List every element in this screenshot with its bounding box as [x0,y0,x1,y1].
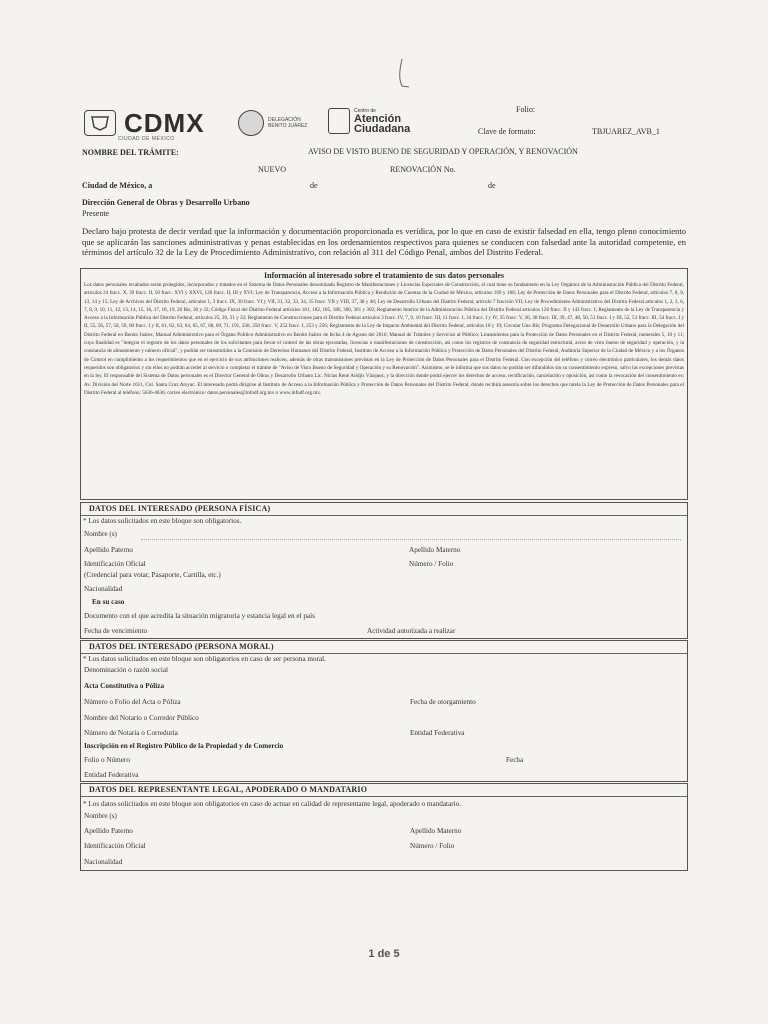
date-de1: de [310,181,318,190]
fisica-nacionalidad-label: Nacionalidad [84,585,123,593]
section-persona-fisica [80,502,688,639]
moral-title: DATOS DEL INTERESADO (PERSONA MORAL) [89,642,274,651]
moral-note: * Los datos solicitados en este bloque son obligatorios en caso de ser persona moral. [83,655,326,663]
moral-notaria-label: Número de Notaría o Correduría [84,729,178,737]
moral-notario-label: Nombre del Notario o Corredor Público [84,714,199,722]
delegacion-line2: BENITO JUÁREZ [268,123,308,129]
presente: Presente [82,209,110,218]
representante-nombre-label: Nombre (s) [84,812,117,820]
folio-label: Folio: [516,105,536,114]
atencion-logo [328,108,410,134]
fisica-identificacion-label: Identificación Oficial [84,560,146,568]
atencion-line2: Ciudadana [354,123,411,135]
representante-folio-label: Número / Folio [410,842,455,850]
section-persona-moral [80,640,688,782]
section-representante [80,783,688,871]
representante-identificacion-label: Identificación Oficial [84,842,146,850]
fisica-nombre-label: Nombre (s) [84,530,117,538]
clave-label: Clave de formato: [478,127,536,136]
ciudad-fecha-label: Ciudad de México, a [82,181,153,190]
representante-nacionalidad-label: Nacionalidad [84,858,123,866]
moral-numero-acta-label: Número o Folio del Acta o Póliza [84,698,181,706]
representante-note: * Los datos solicitados en este bloque son obligatorios en caso de actuar en calidad de representante legal, apoderado o mandatario. [83,800,462,808]
cdmx-shield-icon [84,110,116,136]
delegacion-logo [238,110,307,136]
cdmx-subtitle: CIUDAD DE MÉXICO [118,136,175,142]
nombre-tramite-value: AVISO DE VISTO BUENO DE SEGURIDAD Y OPERACIÓN, Y RENOVACIÓN [308,147,578,156]
cdmx-logo [84,106,205,140]
atencion-icon [328,108,350,134]
moral-folio-label: Folio o Número [84,756,130,764]
fisica-nombre-field[interactable] [141,539,681,540]
destinatario: Dirección General de Obras y Desarrollo Urbano [82,198,250,207]
privacy-notice [80,268,688,500]
fisica-identificacion-note: (Credencial para votar, Pasaporte, Cartilla, etc.) [84,571,221,579]
fisica-vencimiento-label: Fecha de vencimiento [84,627,148,635]
moral-fecha-otorgamiento-label: Fecha de otorgamiento [410,698,476,706]
fisica-folio-label: Número / Folio [409,560,454,568]
nuevo-option[interactable]: NUEVO [258,165,286,174]
representante-paterno-label: Apellido Paterno [84,827,133,835]
clave-value: TBJUAREZ_AVB_1 [592,127,660,136]
declaracion-text: Declaro bajo protesta de decir verdad que la información y documentación proporcionada es verídica, por lo que en caso de existir falsedad en ella, tengo pleno conocimiento que se aplicarán las sanciones administrativas y penas establecidas en los ordenamientos respectivos para quienes se conducen con falsedad ante la autoridad competente, en términos del artículo 32 de la Ley de Procedimiento Administrativo, con relación al 311 del Código Penal, ambos del Distrito Federal. [82,226,686,257]
renovacion-option[interactable]: RENOVACIÓN No. [390,165,456,174]
fisica-documento-label: Documento con el que acredita la situación migratoria y estancia legal en el país [84,612,315,620]
fisica-paterno-label: Apellido Paterno [84,546,133,554]
moral-entidad2-label: Entidad Federativa [84,771,139,779]
representante-materno-label: Apellido Materno [410,827,462,835]
moral-denominacion-label: Denominación o razón social [84,666,169,674]
fisica-note: * Los datos solicitados en este bloque son obligatorios. [83,517,242,525]
pen-mark [396,58,410,88]
moral-entidad1-label: Entidad Federativa [410,729,465,737]
delegacion-line1: DELEGACIÓN [268,117,301,123]
atencion-small: Centro de [354,108,376,114]
delegacion-seal-icon [238,110,264,136]
privacy-title: Información al interesado sobre el tratamiento de sus datos personales [264,271,504,280]
cdmx-wordmark: CDMX [124,108,205,138]
moral-inscripcion-label: Inscripción en el Registro Público de la Propiedad y de Comercio [84,742,284,750]
fisica-en-su-caso: En su caso [92,598,125,606]
nombre-tramite-label: NOMBRE DEL TRÁMITE: [82,148,179,157]
privacy-text: Los datos personales recabados serán protegidos, incorporados y tratados en el Sistema de Datos Personales denominado Registro de Manifestaciones y Licencias Especiales de Construcción, el cual tiene su fundamento en la Ley Orgánica de la Administración Pública del Distrito Federal, artículos 24 fracc. X, 39 fracc. II, 50 fracc. XVI y XXVI, 126 fracc. II, III y XVI; Ley de Transparencia, Acceso a la Información Pública y Rendición de Cuentas de la Ciudad de México, artículos 169 y 186; Ley de Protección de Datos Personales para el Distrito Federal, artículos 7, 8, 9, 13, 14 y 15; Ley de Archivos del Distrito Federal, artículos 1, 3 fracc. IX, 30 fracc. VI y VII, 31, 32, 33, 34, 35 fracc. VII y VIII, 37, 38 y 40; Ley de Desarrollo Urbano del Distrito Federal, artículo 7 fracción VII; Ley de Procedimiento Administrativo del Distrito Federal artículos 1, 2, 3, 6, 7, 8, 9, 10, 11, 12, 13, 14, 15, 16, 17, 18, 19, 20 Bis, 30 y 33; Código Fiscal del Distrito Federal artículos 181, 182, 185, 186, 300, 301 y 302; Reglamento Interior de la Administración Pública del Distrito Federal artículos 126 fracc. II y 143 fracc. I; Reglamento de la Ley de Transparencia y Acceso a la Información Pública del Distrito Federal, artículos 25, 30, 31 y 32; Reglamento de Construcciones para el Distrito Federal artículos 3 fracc. IV, 7, 9, 10 fracc. III, 11 fracc. I, 34 fracc. I y IV, 35 fracc. V, 36, 38 fracc. III, 39, 47, 48, 50, 51 fracc. I y III, 52, 53 fracc. III, 54 fracc. I y II, 55, 56, 57, 58, 59, 60 fracc. I y II, 61, 62, 63, 64, 65, 67, 68, 69, 71, 191, 238, 250 fracc. V, 252 fracc. I, 253 y 256; Reglamento de la Ley de Impacto Ambiental del Distrito Federal, artículos 18 y 19; Circular Uno Bis; Programa Delegacional de Desarrollo Urbano para la Delegación del Distrito Federal en Benito Juárez; Manual Administrativo para el Órgano Político Administrativo en Benito Juárez de fecha 4 de Agosto del 2016; Manual de Trámites y Servicios al Público; Lineamientos para la Protección de Datos Personales en el Distrito Federal, numerales 5, 10 y 11; cuya finalidad es "integrar el registro de los datos personales de los solicitantes para llevar el control de las obras ejecutadas, licencias o manifestaciones de construcción, así como los registros de constancia de seguridad estructural, aviso de visto bueno de seguridad y operación, y la constancia de alineamiento y número oficial", y podrán ser transmitidos a la Comisión de Derechos Humanos del Distrito Federal, Instituto de Acceso a la Información Pública y Protección de Datos Personales del Distrito Federal, Auditoría Superior de la Ciudad de México y a los Órganos de Control en cumplimiento a los requerimientos que en el ejercicio de sus atribuciones realicen, además de otras transmisiones previstas en la Ley de Protección de Datos Personales para el Distrito Federal. Con excepción del teléfono y correo electrónico particulares, los demás datos requeridos son obligatorios y sin ellos no podrán acceder al servicio o completar el trámite de "Aviso de Visto Bueno de Seguridad y Operación y su Renovación". Asimismo, se le informa que sus datos no podrán ser difundidos sin su consentimiento expreso, salvo las excepciones previstas en la ley. El responsable del Sistema de Datos personales es el Director General de Obras y Desarrollo Urbano Lic. Nicias René Aridjis Vázquez, y la dirección donde podrá ejercer los derechos de acceso, rectificación, cancelación y oposición, así como la revocación del consentimiento es: Av. División del Norte 1611, Col. Santa Cruz Atoyac. El interesado podrá dirigirse al Instituto de Acceso a la Información Pública y Protección de Datos Personales del Distrito Federal, donde recibirá asesoría sobre los derechos que tutela la Ley de Protección de Datos Personales para el Distrito Federal al teléfono: 5636-4636; correo electrónico: datos.personales@infodf.org.mx o www.infodf.org.mx. [84,282,684,396]
date-de2: de [488,181,496,190]
fisica-materno-label: Apellido Materno [409,546,461,554]
moral-acta-label: Acta Constitutiva o Póliza [84,682,165,690]
atencion-line1: Atención [354,113,402,125]
fisica-actividad-label: Actividad autorizada a realizar [367,627,456,635]
fisica-title: DATOS DEL INTERESADO (PERSONA FÍSICA) [89,504,271,513]
moral-fecha-label: Fecha [506,756,524,764]
page-number: 1 de 5 [368,948,400,960]
representante-title: DATOS DEL REPRESENTANTE LEGAL, APODERADO O MANDATARIO [89,785,368,794]
